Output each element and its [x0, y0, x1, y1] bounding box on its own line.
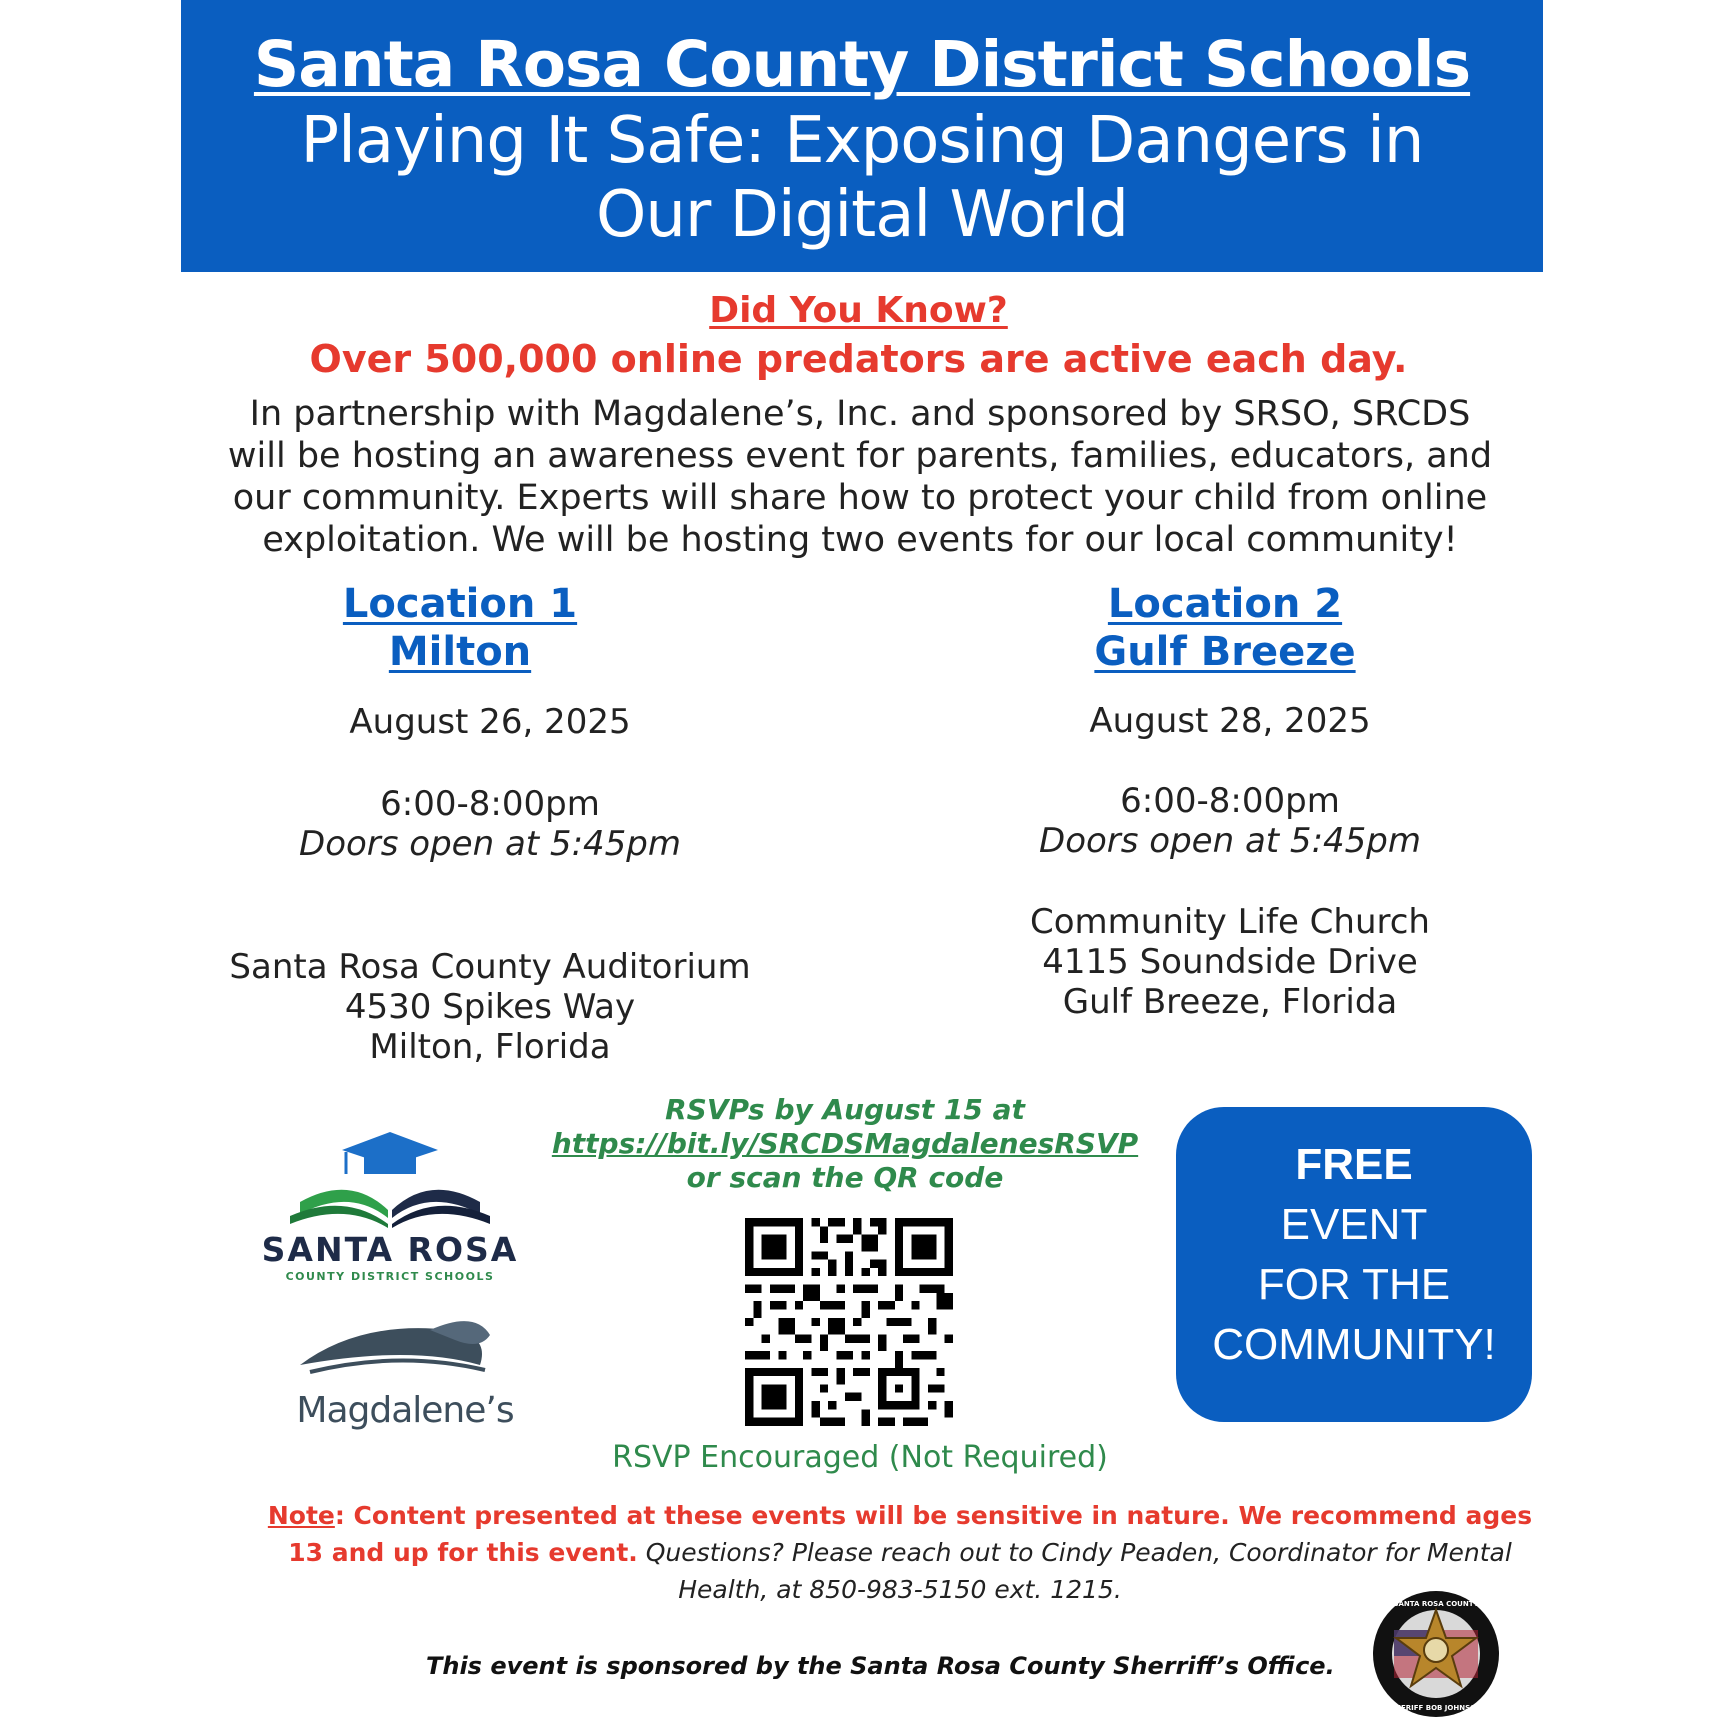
location-1-address	[190, 947, 790, 1067]
location-1-heading	[300, 580, 620, 676]
page-title: Santa Rosa County District Schools	[253, 28, 1471, 101]
note-label: Note	[267, 1501, 335, 1530]
free-event-badge	[1176, 1107, 1532, 1422]
did-you-know-heading: Did You Know?	[709, 290, 1008, 331]
intro-paragraph	[200, 393, 1520, 561]
sponsor-statement: This event is sponsored by the Santa Rosa County Sherriff’s Office.	[426, 1652, 1335, 1680]
subtitle-line-1: Playing It Safe: Exposing Dangers in	[300, 104, 1424, 178]
location-1-date: August 26, 2025	[349, 702, 631, 742]
location-1-title: Location 1	[342, 581, 578, 627]
location-2-date: August 28, 2025	[1089, 701, 1371, 741]
rsvp-qr-instruction: or scan the QR code	[686, 1161, 1004, 1194]
header-banner	[181, 0, 1543, 272]
leaf-icon	[290, 1310, 520, 1390]
location-2-venue: Community Life Church	[1030, 902, 1430, 942]
intro-line-3: our community. Experts will share how to protect your child from online	[232, 478, 1488, 518]
location-2-city: Gulf Breeze	[1094, 629, 1356, 675]
rsvp-block	[520, 1093, 1170, 1195]
location-2-address	[930, 902, 1530, 1022]
note-warning: : Content presented at these events will be sensitive in nature. We recommend ages 13 and up for this event.	[288, 1501, 1533, 1567]
page-subtitle	[221, 104, 1503, 252]
magdalenes-logo-name: Magdalene’s	[296, 1390, 514, 1431]
free-for-the-line: FOR THE	[1257, 1260, 1451, 1309]
free-community-line: COMMUNITY!	[1212, 1320, 1496, 1369]
rsvp-deadline: RSVPs by August 15 at	[665, 1093, 1025, 1126]
predator-stat: Over 500,000 online predators are active each day.	[309, 337, 1408, 381]
location-1-doors: Doors open at 5:45pm	[299, 824, 681, 864]
rsvp-encouraged-note: RSVP Encouraged (Not Required)	[612, 1440, 1108, 1475]
location-2-title: Location 2	[1107, 581, 1343, 627]
free-label: FREE	[1295, 1140, 1413, 1189]
location-2-citystate: Gulf Breeze, Florida	[1062, 982, 1398, 1022]
rsvp-qr-code[interactable]	[745, 1218, 953, 1426]
magdalenes-logo	[290, 1310, 520, 1440]
santa-rosa-logo-sub: COUNTY DISTRICT SCHOOLS	[285, 1270, 495, 1283]
svg-text:SHERIFF BOB JOHNSON: SHERIFF BOB JOHNSON	[1390, 1704, 1482, 1712]
location-2-time: 6:00-8:00pm	[1120, 781, 1340, 821]
graduation-cap-book-icon	[250, 1130, 530, 1230]
location-1-venue: Santa Rosa County Auditorium	[229, 947, 751, 987]
subtitle-line-2: Our Digital World	[596, 178, 1128, 252]
sheriff-badge-icon	[1372, 1590, 1500, 1717]
intro-line-1: In partnership with Magdalene’s, Inc. and sponsored by SRSO, SRCDS	[249, 394, 1471, 434]
free-event-line: EVENT	[1280, 1200, 1428, 1249]
location-1-citystate: Milton, Florida	[369, 1027, 611, 1067]
location-2-details	[930, 701, 1530, 861]
location-1-street: 4530 Spikes Way	[344, 987, 636, 1027]
santa-rosa-schools-logo	[250, 1130, 530, 1285]
note-contact: Questions? Please reach out to Cindy Peaden, Coordinator for Mental Health, at 850-983-5150 ext. 1215.	[637, 1538, 1512, 1604]
location-2-heading	[1060, 580, 1390, 676]
location-1-time: 6:00-8:00pm	[380, 784, 600, 824]
rsvp-link[interactable]: https://bit.ly/SRCDSMagdalenesRSVP	[551, 1127, 1139, 1160]
location-1-details	[190, 702, 790, 864]
svg-text:SANTA ROSA COUNTY: SANTA ROSA COUNTY	[1393, 1600, 1479, 1608]
location-1-city: Milton	[388, 629, 532, 675]
location-2-street: 4115 Soundside Drive	[1042, 942, 1418, 982]
content-note	[260, 1497, 1540, 1608]
santa-rosa-logo-name: SANTA ROSA	[261, 1230, 519, 1269]
intro-line-2: will be hosting an awareness event for parents, families, educators, and	[227, 436, 1493, 476]
intro-line-4: exploitation. We will be hosting two events for our local community!	[262, 520, 1458, 560]
location-2-doors: Doors open at 5:45pm	[1039, 821, 1421, 861]
